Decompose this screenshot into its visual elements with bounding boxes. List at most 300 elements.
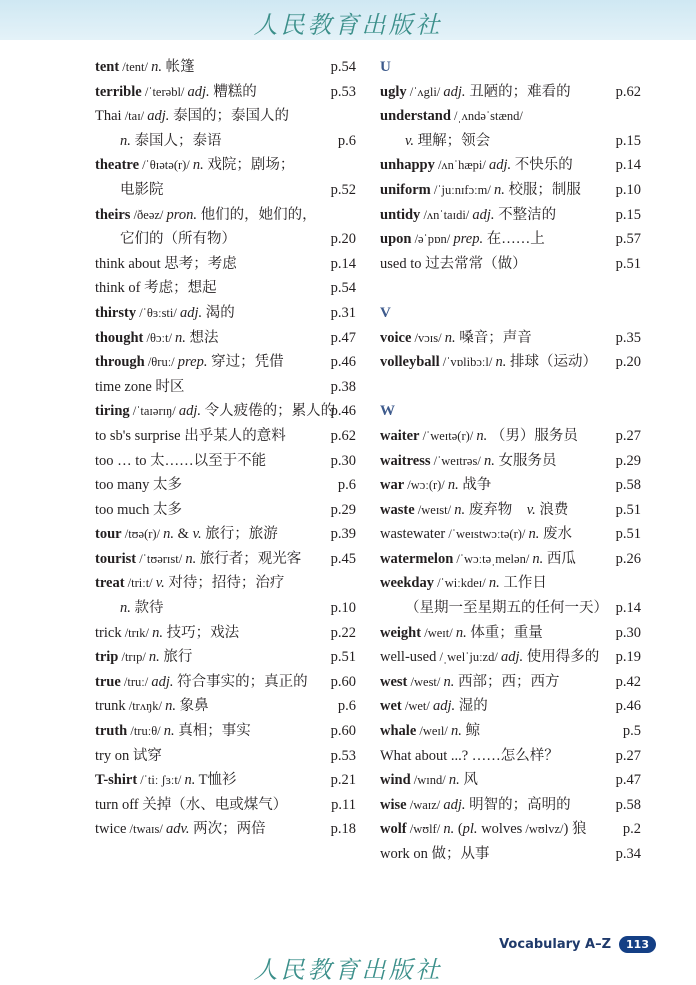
headword: thought xyxy=(95,329,144,346)
phonetic: /θruː/ xyxy=(144,355,178,370)
section-heading xyxy=(380,55,641,80)
part-of-speech: n. xyxy=(495,354,507,371)
text: 工作日 xyxy=(499,575,547,592)
text: too many 太多 xyxy=(95,477,182,494)
phonetic: /taɪ/ xyxy=(121,109,148,124)
part-of-speech: n. xyxy=(455,624,467,641)
vocab-entry xyxy=(380,326,641,351)
page-reference: p.20 xyxy=(330,231,356,248)
vocab-entry xyxy=(95,744,356,769)
vocab-entry xyxy=(95,153,356,178)
headword: waitress xyxy=(380,452,431,469)
page-reference: p.5 xyxy=(622,723,641,740)
vocab-entry xyxy=(380,694,641,719)
headword: wind xyxy=(380,772,411,789)
text: 废水 xyxy=(539,526,573,543)
vocab-entry xyxy=(95,670,356,695)
headword: unhappy xyxy=(380,157,435,174)
headword: voice xyxy=(380,329,412,346)
phonetic: /ˈwiːkdeɪ/ xyxy=(433,576,489,591)
entry-continuation xyxy=(380,596,641,621)
entry-continuation xyxy=(95,129,356,154)
text: think about 思考；考虑 xyxy=(95,255,237,272)
vocab-entry xyxy=(95,326,356,351)
part-of-speech: n. xyxy=(163,526,175,543)
text: 丑陋的；难看的 xyxy=(465,83,571,100)
page-reference: p.29 xyxy=(330,501,356,518)
phonetic: /vɔɪs/ xyxy=(411,330,445,345)
page-reference: p.51 xyxy=(615,501,641,518)
page-reference: p.58 xyxy=(615,796,641,813)
section-letter: V xyxy=(380,304,391,321)
headword: waste xyxy=(380,501,415,518)
text: T恤衫 xyxy=(195,772,237,789)
phonetic: /ˈweɪstwɔːtə(r)/ xyxy=(445,527,529,542)
phonetic: /wɪnd/ xyxy=(410,773,449,788)
phonetic: /ˈtaɪərɪŋ/ xyxy=(129,404,179,419)
page-reference: p.10 xyxy=(615,181,641,198)
page-reference: p.57 xyxy=(615,231,641,248)
phonetic: /ˈθɜːsti/ xyxy=(136,305,180,320)
text: 不整洁的 xyxy=(494,206,557,223)
part-of-speech: prep. xyxy=(177,354,208,371)
vocab-entry xyxy=(380,424,641,449)
text: 糟糕的 xyxy=(209,83,257,100)
vocab-column-right xyxy=(380,55,641,867)
text: 校服；制服 xyxy=(504,181,581,198)
part-of-speech: n. xyxy=(443,821,455,838)
vocab-entry xyxy=(380,153,641,178)
text: 令人疲倦的；累人的 xyxy=(201,403,336,420)
page-reference: p.51 xyxy=(615,526,641,543)
part-of-speech: adj. xyxy=(443,83,466,100)
phonetic: /waɪz/ xyxy=(406,797,444,812)
part-of-speech: n. xyxy=(163,723,175,740)
vocab-entry xyxy=(380,252,641,277)
phonetic: /wɔː(r)/ xyxy=(404,478,448,493)
spacer xyxy=(380,276,641,301)
phonetic: /trɪp/ xyxy=(118,650,149,665)
page-reference: p.2 xyxy=(622,821,641,838)
vocab-entry xyxy=(380,793,641,818)
part-of-speech: adj. xyxy=(443,796,466,813)
page-reference: p.6 xyxy=(337,132,356,149)
text: wolves xyxy=(477,821,523,838)
section-heading xyxy=(380,399,641,424)
vocab-entry xyxy=(380,817,641,842)
text: 旅行；旅游 xyxy=(201,526,278,543)
vocab-entry xyxy=(380,227,641,252)
page-reference: p.6 xyxy=(337,698,356,715)
phonetic: /ʌnˈhæpi/ xyxy=(434,158,489,173)
text: 鲸 xyxy=(461,723,480,740)
text: What about ...? ……怎么样？ xyxy=(380,747,559,764)
part-of-speech: v. xyxy=(192,526,202,543)
page-reference: p.52 xyxy=(330,181,356,198)
phonetic: /wʊlf/ xyxy=(406,822,444,837)
phonetic: /ˈwɔːtəˌmelən/ xyxy=(453,551,533,566)
page-reference: p.35 xyxy=(615,329,641,346)
spacer xyxy=(380,375,641,400)
entry-continuation xyxy=(95,227,356,252)
text: 帐篷 xyxy=(162,59,195,75)
phonetic: /wet/ xyxy=(401,699,433,714)
phonetic: /west/ xyxy=(407,674,444,689)
vocab-entry xyxy=(95,350,356,375)
vocab-entry xyxy=(95,449,356,474)
part-of-speech: v. xyxy=(526,501,536,518)
text: too much 太多 xyxy=(95,501,182,518)
headword: weight xyxy=(380,624,422,641)
text: 理解；领会 xyxy=(414,132,491,149)
page-reference: p.53 xyxy=(330,83,356,100)
text: 戏院；剧场； xyxy=(203,157,295,174)
part-of-speech: n. xyxy=(454,501,466,518)
vocab-entry xyxy=(380,498,641,523)
phonetic: /truːθ/ xyxy=(127,724,164,739)
vocab-entry xyxy=(95,276,356,301)
text: & xyxy=(174,526,193,543)
phonetic: /weɪt/ xyxy=(421,625,456,640)
page-reference: p.15 xyxy=(615,132,641,149)
page-reference: p.47 xyxy=(615,772,641,789)
part-of-speech: adv. xyxy=(166,821,190,838)
phonetic: /ˈtiː ʃɜːt/ xyxy=(137,773,185,788)
vocab-entry xyxy=(95,473,356,498)
vocab-column-left xyxy=(95,55,356,842)
text: wastewater xyxy=(380,526,446,543)
part-of-speech: pl. xyxy=(462,821,478,838)
vocab-entry xyxy=(380,621,641,646)
vocab-entry xyxy=(95,203,356,228)
part-of-speech: adj. xyxy=(433,698,456,715)
text: 想法 xyxy=(185,329,219,346)
vocab-entry xyxy=(95,55,356,80)
headword: untidy xyxy=(380,206,421,223)
text: 嗓音；声音 xyxy=(455,329,532,346)
headword: west xyxy=(380,673,408,690)
headword: through xyxy=(95,354,145,371)
text: work on 做；从事 xyxy=(380,846,490,862)
text: twice xyxy=(95,821,127,838)
entry-continuation xyxy=(95,178,356,203)
page-reference: p.26 xyxy=(615,550,641,567)
part-of-speech: n. xyxy=(532,550,544,567)
page-reference: p.30 xyxy=(330,452,356,469)
text: 象鼻 xyxy=(176,698,209,715)
vocab-entry xyxy=(95,694,356,719)
section-letter: U xyxy=(380,59,391,75)
vocab-entry xyxy=(95,793,356,818)
vocab-entry xyxy=(380,719,641,744)
part-of-speech: adj. xyxy=(489,157,512,174)
headword: theirs xyxy=(95,206,131,223)
page-reference: p.10 xyxy=(330,600,356,617)
text: 明智的；高明的 xyxy=(465,796,571,813)
text: 穿过；凭借 xyxy=(207,354,284,371)
part-of-speech: n. xyxy=(152,624,164,641)
part-of-speech: n. xyxy=(165,698,176,715)
vocab-entry xyxy=(95,301,356,326)
text: 湿的 xyxy=(455,698,488,715)
vocab-entry xyxy=(95,621,356,646)
headword: volleyball xyxy=(380,354,440,371)
vocab-entry xyxy=(380,203,641,228)
part-of-speech: adj. xyxy=(151,673,174,690)
page-reference: p.34 xyxy=(615,846,641,862)
part-of-speech: n. xyxy=(528,526,540,543)
page-reference: p.20 xyxy=(615,354,641,371)
phonetic: /ˈtʊərɪst/ xyxy=(136,551,186,566)
text: 它们的（所有物） xyxy=(120,231,236,248)
page-reference: p.46 xyxy=(330,354,356,371)
vocab-entry xyxy=(380,547,641,572)
text: 在……上 xyxy=(483,231,545,248)
part-of-speech: n. xyxy=(120,600,131,617)
text: 电影院 xyxy=(120,181,164,198)
vocab-entry xyxy=(95,399,356,424)
text: well-used xyxy=(380,649,437,666)
phonetic: /wʊlvz/ xyxy=(522,822,564,837)
part-of-speech: n. xyxy=(148,649,160,666)
headword: wise xyxy=(380,796,407,813)
text: 旅行 xyxy=(159,649,193,666)
vocab-entry xyxy=(95,645,356,670)
vocab-entry xyxy=(95,522,356,547)
headword: whale xyxy=(380,723,417,740)
page-reference: p.42 xyxy=(615,673,641,690)
headword: thirsty xyxy=(95,304,137,321)
part-of-speech: prep. xyxy=(453,231,484,248)
part-of-speech: n. xyxy=(447,477,459,494)
part-of-speech: adj. xyxy=(472,206,495,223)
text: 两次；两倍 xyxy=(189,821,266,838)
phonetic: /ʌnˈtaɪdi/ xyxy=(420,207,473,222)
publisher-logo-footer: 人民教育出版社 xyxy=(253,956,443,984)
text: trick xyxy=(95,624,122,641)
page-reference: p.58 xyxy=(615,477,641,494)
vocab-entry xyxy=(95,547,356,572)
text: 体重；重量 xyxy=(466,624,543,641)
page-reference: p.62 xyxy=(330,427,356,444)
phonetic: /trɪk/ xyxy=(121,625,153,640)
vocab-entry xyxy=(95,375,356,400)
text: 旅行者；观光客 xyxy=(196,550,302,567)
part-of-speech: n. xyxy=(476,427,488,444)
page-reference: p.47 xyxy=(330,329,356,346)
vocab-entry xyxy=(380,178,641,203)
page-reference: p.46 xyxy=(615,698,641,715)
text: （男）服务员 xyxy=(487,427,578,444)
page-reference: p.27 xyxy=(615,427,641,444)
section-label: Vocabulary A–Z xyxy=(499,937,612,952)
text: 对待；招待；治疗 xyxy=(164,575,285,592)
headword: treat xyxy=(95,575,125,592)
text: think of 考虑；想起 xyxy=(95,280,217,297)
vocab-entry xyxy=(380,744,641,769)
page-reference: p.38 xyxy=(330,378,356,395)
part-of-speech: n. xyxy=(448,772,460,789)
headword: truth xyxy=(95,723,128,740)
vocab-entry xyxy=(380,522,641,547)
text: trunk xyxy=(95,698,126,715)
phonetic: /truː/ xyxy=(120,674,152,689)
text: 废弃物 xyxy=(465,501,527,518)
part-of-speech: adj. xyxy=(179,304,203,321)
page-reference: p.11 xyxy=(331,796,356,813)
part-of-speech: n. xyxy=(443,673,455,690)
page-reference: p.60 xyxy=(330,673,356,690)
text: 战争 xyxy=(458,477,492,494)
phonetic: /ˌʌndəˈstænd/ xyxy=(450,109,523,124)
headword: true xyxy=(95,673,121,690)
page-reference: p.6 xyxy=(337,477,356,494)
part-of-speech: adj. xyxy=(178,403,202,420)
text: 浪费 xyxy=(535,501,569,518)
text: 技巧；戏法 xyxy=(163,624,240,641)
page-reference: p.15 xyxy=(615,206,641,223)
vocab-entry xyxy=(95,252,356,277)
phonetic: /triːt/ xyxy=(124,576,156,591)
page-reference: p.21 xyxy=(330,772,356,789)
vocab-entry xyxy=(380,104,641,129)
vocab-entry xyxy=(95,719,356,744)
part-of-speech: v. xyxy=(405,132,414,149)
headword: watermelon xyxy=(380,550,454,567)
vocab-entry xyxy=(95,424,356,449)
page-reference: p.62 xyxy=(615,83,641,100)
page-reference: p.54 xyxy=(330,280,356,297)
part-of-speech: adj. xyxy=(500,649,524,666)
phonetic: /weɪl/ xyxy=(416,724,451,739)
text: 不快乐的 xyxy=(511,157,573,174)
part-of-speech: n. xyxy=(493,181,505,198)
part-of-speech: n. xyxy=(192,157,204,174)
page-reference: p.22 xyxy=(330,624,356,641)
vocab-entry xyxy=(380,645,641,670)
headword: trip xyxy=(95,649,119,666)
phonetic: /ˈvɒlibɔːl/ xyxy=(439,355,496,370)
text: too … to 太……以至于不能 xyxy=(95,452,267,469)
phonetic: /ˈjuːnɪfɔːm/ xyxy=(430,182,494,197)
page-reference: p.51 xyxy=(330,649,356,666)
headword: war xyxy=(380,477,405,494)
phonetic: /θɔːt/ xyxy=(143,330,176,345)
text: ) 狼 xyxy=(563,821,587,838)
headword: tour xyxy=(95,526,122,543)
text: turn off 关掉（水、电或煤气） xyxy=(95,796,288,813)
headword: upon xyxy=(380,231,412,248)
vocab-entry xyxy=(380,768,641,793)
headword: tourist xyxy=(95,550,137,567)
vocab-entry xyxy=(95,498,356,523)
page-reference: p.27 xyxy=(615,747,641,764)
page-number-badge: 113 xyxy=(619,936,656,953)
vocab-entry xyxy=(380,80,641,105)
page-reference: p.14 xyxy=(330,255,356,272)
section-heading xyxy=(380,301,641,326)
part-of-speech: n. xyxy=(120,132,131,149)
page-reference: p.30 xyxy=(615,624,641,641)
text: 西部；西；西方 xyxy=(454,673,560,690)
page-reference: p.19 xyxy=(615,649,641,666)
headword: waiter xyxy=(380,427,420,444)
page-reference: p.46 xyxy=(330,403,356,420)
page-reference: p.54 xyxy=(330,59,356,75)
part-of-speech: n. xyxy=(175,329,186,346)
text: 他们的，她们的， xyxy=(197,206,317,223)
publisher-logo: 人民教育出版社 xyxy=(253,11,443,39)
phonetic: /əˈpɒn/ xyxy=(411,232,454,247)
text: 款待 xyxy=(130,600,164,617)
part-of-speech: n. xyxy=(488,575,500,592)
part-of-speech: n. xyxy=(483,452,495,469)
headword: understand xyxy=(380,108,451,125)
vocab-entry xyxy=(95,817,356,842)
phonetic: /ˈweɪtrəs/ xyxy=(430,453,484,468)
page-reference: p.14 xyxy=(615,600,641,617)
text: 排球（运动） xyxy=(506,354,597,371)
part-of-speech: v. xyxy=(155,575,165,592)
headword: weekday xyxy=(380,575,434,592)
page-reference: p.51 xyxy=(615,255,641,272)
vocab-entry xyxy=(380,670,641,695)
text: Thai xyxy=(95,108,122,125)
vocab-entry xyxy=(380,571,641,596)
text: 泰国人；泰语 xyxy=(130,132,222,149)
page-reference: p.14 xyxy=(615,157,641,174)
text: used to 过去常常（做） xyxy=(380,255,527,272)
vocab-entry xyxy=(95,104,356,129)
headword: T-shirt xyxy=(95,772,138,789)
phonetic: /twaɪs/ xyxy=(126,822,166,837)
vocab-entry xyxy=(380,350,641,375)
phonetic: /ˈweɪtə(r)/ xyxy=(419,428,477,443)
text: ( xyxy=(454,821,463,838)
phonetic: /tʊə(r)/ xyxy=(121,527,164,542)
entry-continuation xyxy=(380,129,641,154)
entry-continuation xyxy=(95,596,356,621)
phonetic: /ˈʌgli/ xyxy=(406,84,444,99)
phonetic: /ðeəz/ xyxy=(130,207,167,222)
headword: ugly xyxy=(380,83,407,100)
vocab-entry xyxy=(95,80,356,105)
text: 风 xyxy=(459,772,478,789)
text: time zone 时区 xyxy=(95,378,185,395)
headword: theatre xyxy=(95,157,140,174)
part-of-speech: n. xyxy=(151,59,162,75)
text: 女服务员 xyxy=(494,452,557,469)
vocab-entry xyxy=(380,449,641,474)
text: to sb's surprise 出乎某人的意料 xyxy=(95,427,286,444)
part-of-speech: n. xyxy=(184,772,196,789)
vocab-entry xyxy=(380,473,641,498)
section-letter: W xyxy=(380,403,395,420)
headword: tiring xyxy=(95,403,130,420)
part-of-speech: n. xyxy=(185,550,197,567)
headword: terrible xyxy=(95,83,142,100)
text: 真相；事实 xyxy=(174,723,251,740)
page-reference: p.18 xyxy=(330,821,356,838)
headword: wet xyxy=(380,698,402,715)
part-of-speech: adj. xyxy=(187,83,210,100)
part-of-speech: pron. xyxy=(166,206,198,223)
headword: uniform xyxy=(380,181,431,198)
text: 使用得多的 xyxy=(523,649,600,666)
page-reference: p.53 xyxy=(330,747,356,764)
phonetic: /ˈterəbl/ xyxy=(141,84,188,99)
page-reference: p.29 xyxy=(615,452,641,469)
